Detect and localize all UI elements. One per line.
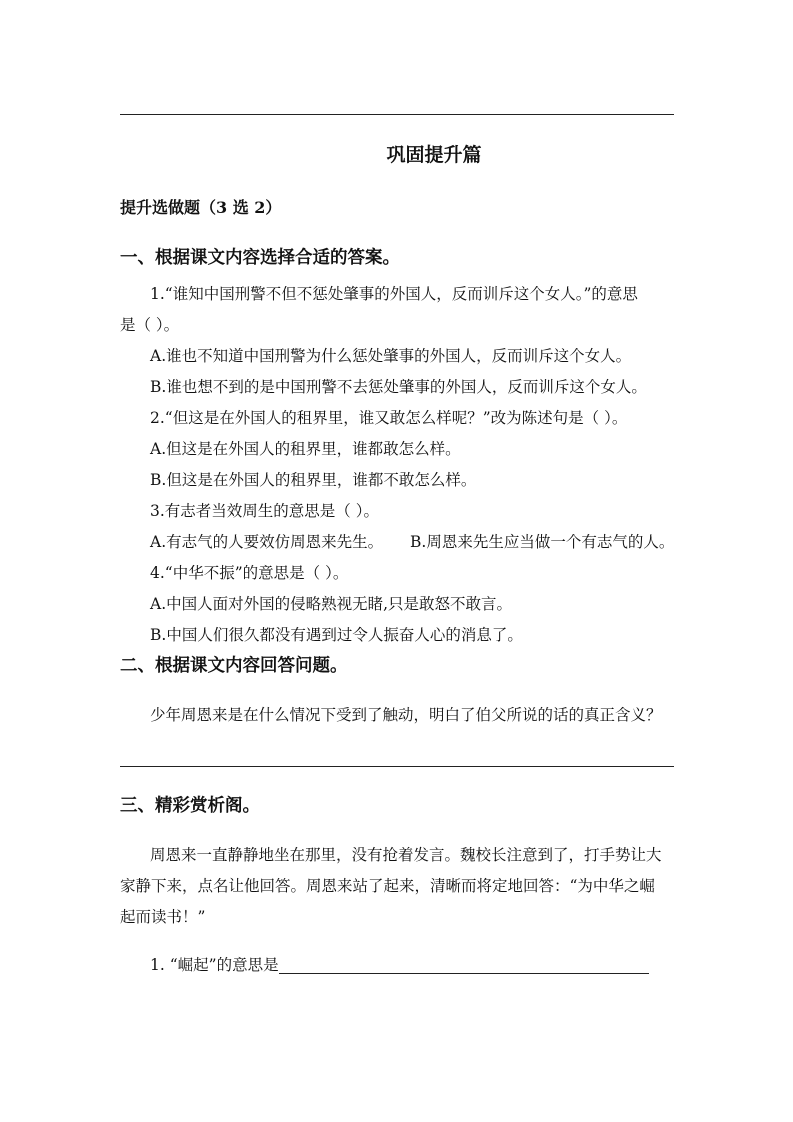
top-rule	[120, 114, 674, 115]
section3-question-1	[150, 955, 649, 975]
section1-heading: 一、根据课文内容选择合适的答案。	[120, 248, 400, 268]
question-2-text: 2.“但这是在外国人的租界里，谁又敢怎么样呢？”改为陈述句是（ ）。	[150, 409, 628, 427]
passage-line-3: 起而读书！”	[120, 908, 206, 926]
question-3-option-b: B.周恩来先生应当做一个有志气的人。	[410, 533, 675, 551]
question-3-text: 3.有志者当效周生的意思是（ ）。	[150, 502, 379, 520]
question-2-option-a: A.但这是在外国人的租界里，谁都敢怎么样。	[150, 440, 461, 458]
question-1-text-cont: 是（ ）。	[120, 316, 180, 334]
question-1-text: 1.“谁知中国刑警不但不惩处肇事的外国人，反而训斥这个女人。”的意思	[150, 285, 638, 303]
section3-heading: 三、精彩赏析阁。	[120, 796, 260, 816]
page-title: 巩固提升篇	[386, 144, 482, 166]
question-1-option-a: A.谁也不知道中国刑警为什么惩处肇事的外国人，反而训斥这个女人。	[150, 347, 632, 365]
question-2-option-b: B.但这是在外国人的租界里，谁都不敢怎么样。	[150, 471, 477, 489]
question-3-option-a: A.有志气的人要效仿周恩来先生。	[150, 533, 384, 551]
passage-line-1: 周恩来一直静静地坐在那里，没有抢着发言。魏校长注意到了，打手势让大	[150, 846, 662, 864]
question-1-option-b: B.谁也想不到的是中国刑警不去惩处肇事的外国人，反而训斥这个女人。	[150, 378, 647, 396]
question-4-option-b: B.中国人们很久都没有遇到过令人振奋人心的消息了。	[150, 626, 523, 644]
passage-line-2: 家静下来，点名让他回答。周恩来站了起来，清晰而将定地回答：“为中华之崛	[120, 877, 655, 895]
question-4-text: 4.“中华不振”的意思是（ ）。	[150, 564, 349, 582]
fill-in-blank[interactable]	[279, 957, 649, 974]
answer-line[interactable]	[120, 766, 674, 767]
section3-question-1-label: 1. “崛起”的意思是	[150, 956, 279, 974]
section2-question: 少年周恩来是在什么情况下受到了触动，明白了伯父所说的话的真正含义？	[150, 706, 662, 724]
section2-heading: 二、根据课文内容回答问题。	[120, 656, 348, 676]
question-4-option-a: A.中国人面对外国的侵略熟视无睹,只是敢怒不敢言。	[150, 595, 513, 613]
subtitle: 提升选做题（3 选 2）	[120, 198, 282, 217]
